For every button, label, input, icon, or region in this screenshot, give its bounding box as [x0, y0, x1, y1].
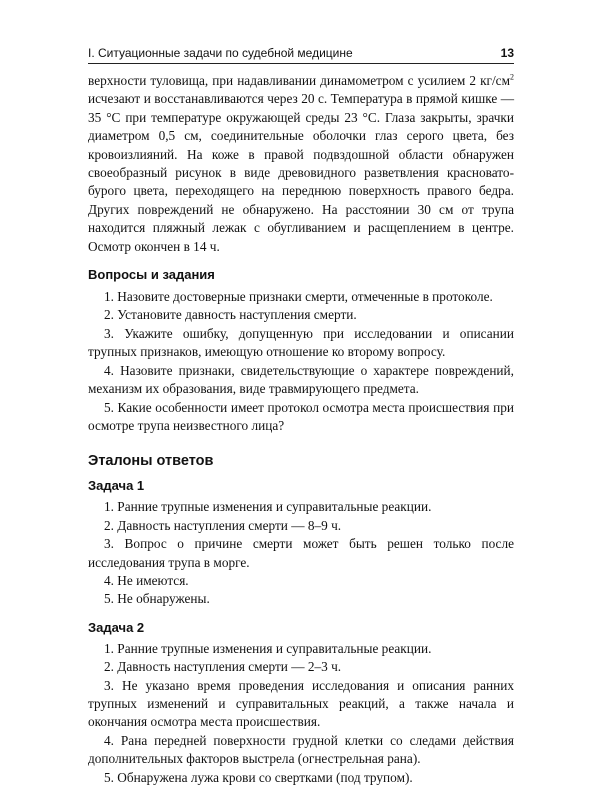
task1-heading: Задача 1: [88, 478, 145, 494]
intro-text-part2: исчезают и восстанавливаются через 20 с. Температура в прямой кишке — 35 °С при температуре окружающей среды 23 °С. Глаза закрыты, зрачки диаметром 0,5 см, соединительные оболочки глаз серого цвета, без кровоизлияний. На коже в правой подвздошной области обнаружен своеобразный рисунок в виде древовидного разветвления красновато-бурого цвета, переходящего на переднюю поверхность правого бедра. Других повреждений не обнаружено. На расстоянии 30 см от трупа находится пляжный лежак с обугливанием и расщеплением в центре. Осмотр окончен в 14 ч.: [88, 91, 514, 254]
answers-heading: Эталоны ответов: [88, 453, 214, 470]
question-item-3: 3. Укажите ошибку, допущенную при исследовании и описании трупных признаков, имеющую отношение ко второму вопросу.: [88, 325, 514, 360]
question-item-1: 1. Назовите достоверные признаки смерти, отмеченные в протоколе.: [104, 289, 493, 305]
task1-answer-4: 4. Не имеются.: [104, 572, 189, 588]
running-header: [88, 46, 514, 64]
intro-text-part1: верхности туловища, при надавливании динамометром с усилием 2 кг/см: [88, 73, 510, 88]
questions-heading: Вопросы и задания: [88, 267, 215, 283]
task2-answer-2: 2. Давность наступления смерти — 2–3 ч.: [104, 659, 342, 675]
task2-heading: Задача 2: [88, 619, 145, 635]
running-title: I. Ситуационные задачи по судебной медицине: [88, 46, 353, 60]
intro-superscript: 2: [510, 72, 514, 82]
header-rule: [88, 63, 514, 64]
question-item-2: 2. Установите давность наступления смерти.: [104, 307, 357, 323]
task1-answer-3: 3. Вопрос о причине смерти может быть решен только после исследования трупа в морге.: [88, 536, 514, 570]
task1-answer-2: 2. Давность наступления смерти — 8–9 ч.: [104, 517, 342, 533]
task1-answer-5: 5. Не обнаружены.: [104, 591, 210, 607]
task2-answer-4: 4. Рана передней поверхности грудной клетки со следами действия дополнительных факторов выстрела (огнестрельная рана).: [88, 732, 514, 767]
question-item-4: 4. Назовите признаки, свидетельствующие о характере повреждений, механизм их образования, виде травмирующего предмета.: [88, 362, 514, 397]
task2-answer-3: 3. Не указано время проведения исследования и описания ранних трупных изменений и суправитальных реакций, а также начала и окончания осмотра места происшествия.: [88, 677, 514, 730]
task2-answer-1: 1. Ранние трупные изменения и суправитальные реакции.: [104, 640, 432, 656]
page-number: 13: [500, 46, 514, 60]
task2-answer-5: 5. Обнаружена лужа крови со свертками (под трупом).: [104, 769, 413, 785]
page-body: [88, 72, 514, 787]
task1-answer-1: 1. Ранние трупные изменения и суправитальные реакции.: [104, 499, 432, 515]
question-item-5: 5. Какие особенности имеет протокол осмотра места происшествия при осмотре трупа неизвестного лица?: [88, 399, 514, 433]
intro-paragraph: [88, 72, 514, 256]
